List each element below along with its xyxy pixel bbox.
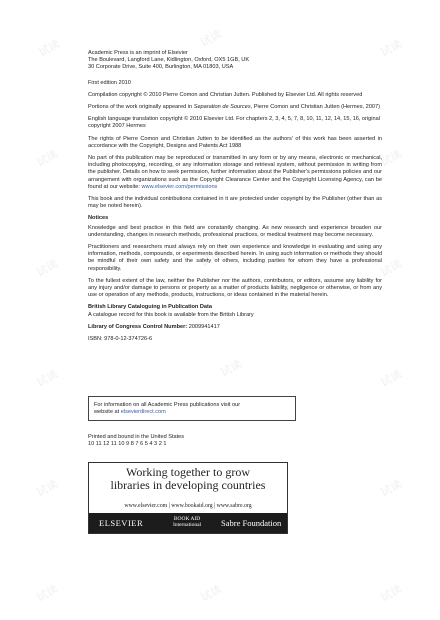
sabre-logo: Sabre Foundation — [221, 518, 282, 528]
print-line-numbers: 10 11 12 11 10 9 8 7 6 5 4 3 2 1 — [88, 441, 167, 448]
copyright-text — [88, 50, 382, 348]
watermark: 试读 — [34, 582, 60, 605]
info-line: For information on all Academic Press publications visit our — [94, 402, 241, 408]
info-pre: website at — [94, 409, 121, 416]
imprint-line: 30 Corporate Drive, Suite 400, Burlington, MA 01803, USA — [88, 64, 234, 71]
bookaid-logo-line: International — [173, 522, 202, 528]
edition: First edition 2010 — [88, 79, 131, 86]
author-rights: The rights of Pierre Comon and Christian Jutten to be identified as the authors' of this work has been asserted in accordance with the Copyright, Designs and Patents Act 1988 — [88, 135, 382, 149]
isbn: ISBN: 978-0-12-374726-6 — [88, 336, 153, 343]
loc-number: 2009941417 — [188, 323, 220, 330]
watermark: 试读 — [378, 37, 404, 60]
watermark: 试读 — [198, 582, 224, 605]
watermark: 试读 — [34, 367, 60, 390]
notice-paragraph: Knowledge and best practice in this field are constantly changing. As new research and experience broaden our understanding, changes in research methods, professional practices, or medical treatment may become necessary. — [88, 224, 382, 238]
watermark: 试读 — [34, 257, 60, 280]
portions-title: Separation de Sources — [193, 104, 251, 111]
watermark: 试读 — [36, 37, 62, 60]
notice-paragraph: Practitioners and researchers must always rely on their own experience and knowledge in evaluating and using any information, methods, compounds, or experiments described herein. In using such information or methods they should be mindful of their own safety and the safety of others, including parties for whom they have a professional responsibility. — [88, 244, 382, 272]
british-library-text: A catalogue record for this book is available from the British Library — [88, 311, 254, 318]
portions-pre: Portions of the work originally appeared in — [88, 104, 194, 111]
reproduction-text: No part of this publication may be reproduced or transmitted in any form or by any means, electronic or mechanical, including photocopying, recording, or any information storage and retrieval system, without permission in writing from the publisher. Details on how to seek permission, further information about the Publisher's permissions policies and our arrangement with organizations such as the Copyright Clearance Center and the Copyright Licensing Agency, can be found at our website: — [88, 155, 382, 190]
translation-copyright: English language translation copyright © 2010 Elsevier Ltd. For chapters 2, 3, 4, 5, 7, 8, 10, 11, 12, 14, 15, 16, original copyright 2007 Hermes — [88, 116, 380, 130]
permissions-link[interactable]: www.elsevier.com/permissions — [141, 183, 218, 190]
watermark: 试读 — [378, 367, 404, 390]
watermark: 试读 — [198, 247, 224, 270]
watermark: 试读 — [218, 357, 244, 380]
info-line — [94, 409, 290, 416]
bookaid-logo-line: BOOK AID — [173, 516, 201, 522]
protection-notice: This book and the individual contributions contained in it are protected under copyright by the Publisher (other than as may be noted herein). — [88, 196, 382, 210]
watermark: 试读 — [34, 477, 60, 500]
notices-heading: Notices — [88, 215, 109, 222]
watermark: 试读 — [378, 147, 404, 170]
watermark: 试读 — [378, 257, 404, 280]
watermark: 试读 — [378, 582, 404, 605]
notice-paragraph: To the fullest extent of the law, neither the Publisher nor the authors, contributors, or editors, assume any liability for any injury and/or damage to persons or property as a matter of products liability, negligence or otherwise, or from any use or operation of any methods, products, instructions, or ideas contained in the material herein. — [88, 277, 382, 299]
banner-heading-line: Working together to grow — [125, 465, 250, 479]
compilation-copyright: Compilation copyright © 2010 Pierre Comon and Christian Jutten. Published by Elsevier Ltd. All rights reserved — [88, 91, 363, 98]
printed-location: Printed and bound in the United States — [88, 434, 185, 440]
imprint-line: The Boulevard, Langford Lane, Kidlington, Oxford, OX5 1GB, UK — [88, 57, 250, 64]
portions-post: , Pierre Comon and Christian Jutten (Hermes, 2007) — [250, 104, 380, 111]
watermark: 试读 — [34, 147, 60, 170]
loc-label: Library of Congress Control Number: — [88, 323, 189, 330]
libraries-banner — [88, 462, 288, 534]
loc-control-number — [88, 324, 382, 331]
bookaid-logo — [173, 516, 201, 528]
reproduction-notice — [88, 155, 382, 191]
banner-heading — [89, 466, 287, 491]
watermark: 试读 — [198, 137, 224, 160]
watermark: 试读 — [378, 477, 404, 500]
sponsor-logo-bar — [89, 513, 287, 533]
printing-info — [88, 434, 184, 448]
elsevierdirect-link[interactable]: elsevierdirect.com — [120, 409, 166, 416]
banner-heading-line: libraries in developing countries — [110, 477, 266, 492]
info-box — [88, 396, 296, 421]
banner-urls: www.elsevier.com | www.bookaid.org | www.sabre.org — [124, 503, 252, 509]
british-library-heading: British Library Cataloguing in Publication Data — [88, 304, 213, 311]
elsevier-logo: ELSEVIER — [99, 518, 144, 528]
portions-note — [88, 104, 382, 111]
imprint-address — [88, 50, 382, 72]
watermark: 试读 — [198, 27, 224, 50]
imprint-line: Academic Press is an imprint of Elsevier — [88, 50, 188, 56]
